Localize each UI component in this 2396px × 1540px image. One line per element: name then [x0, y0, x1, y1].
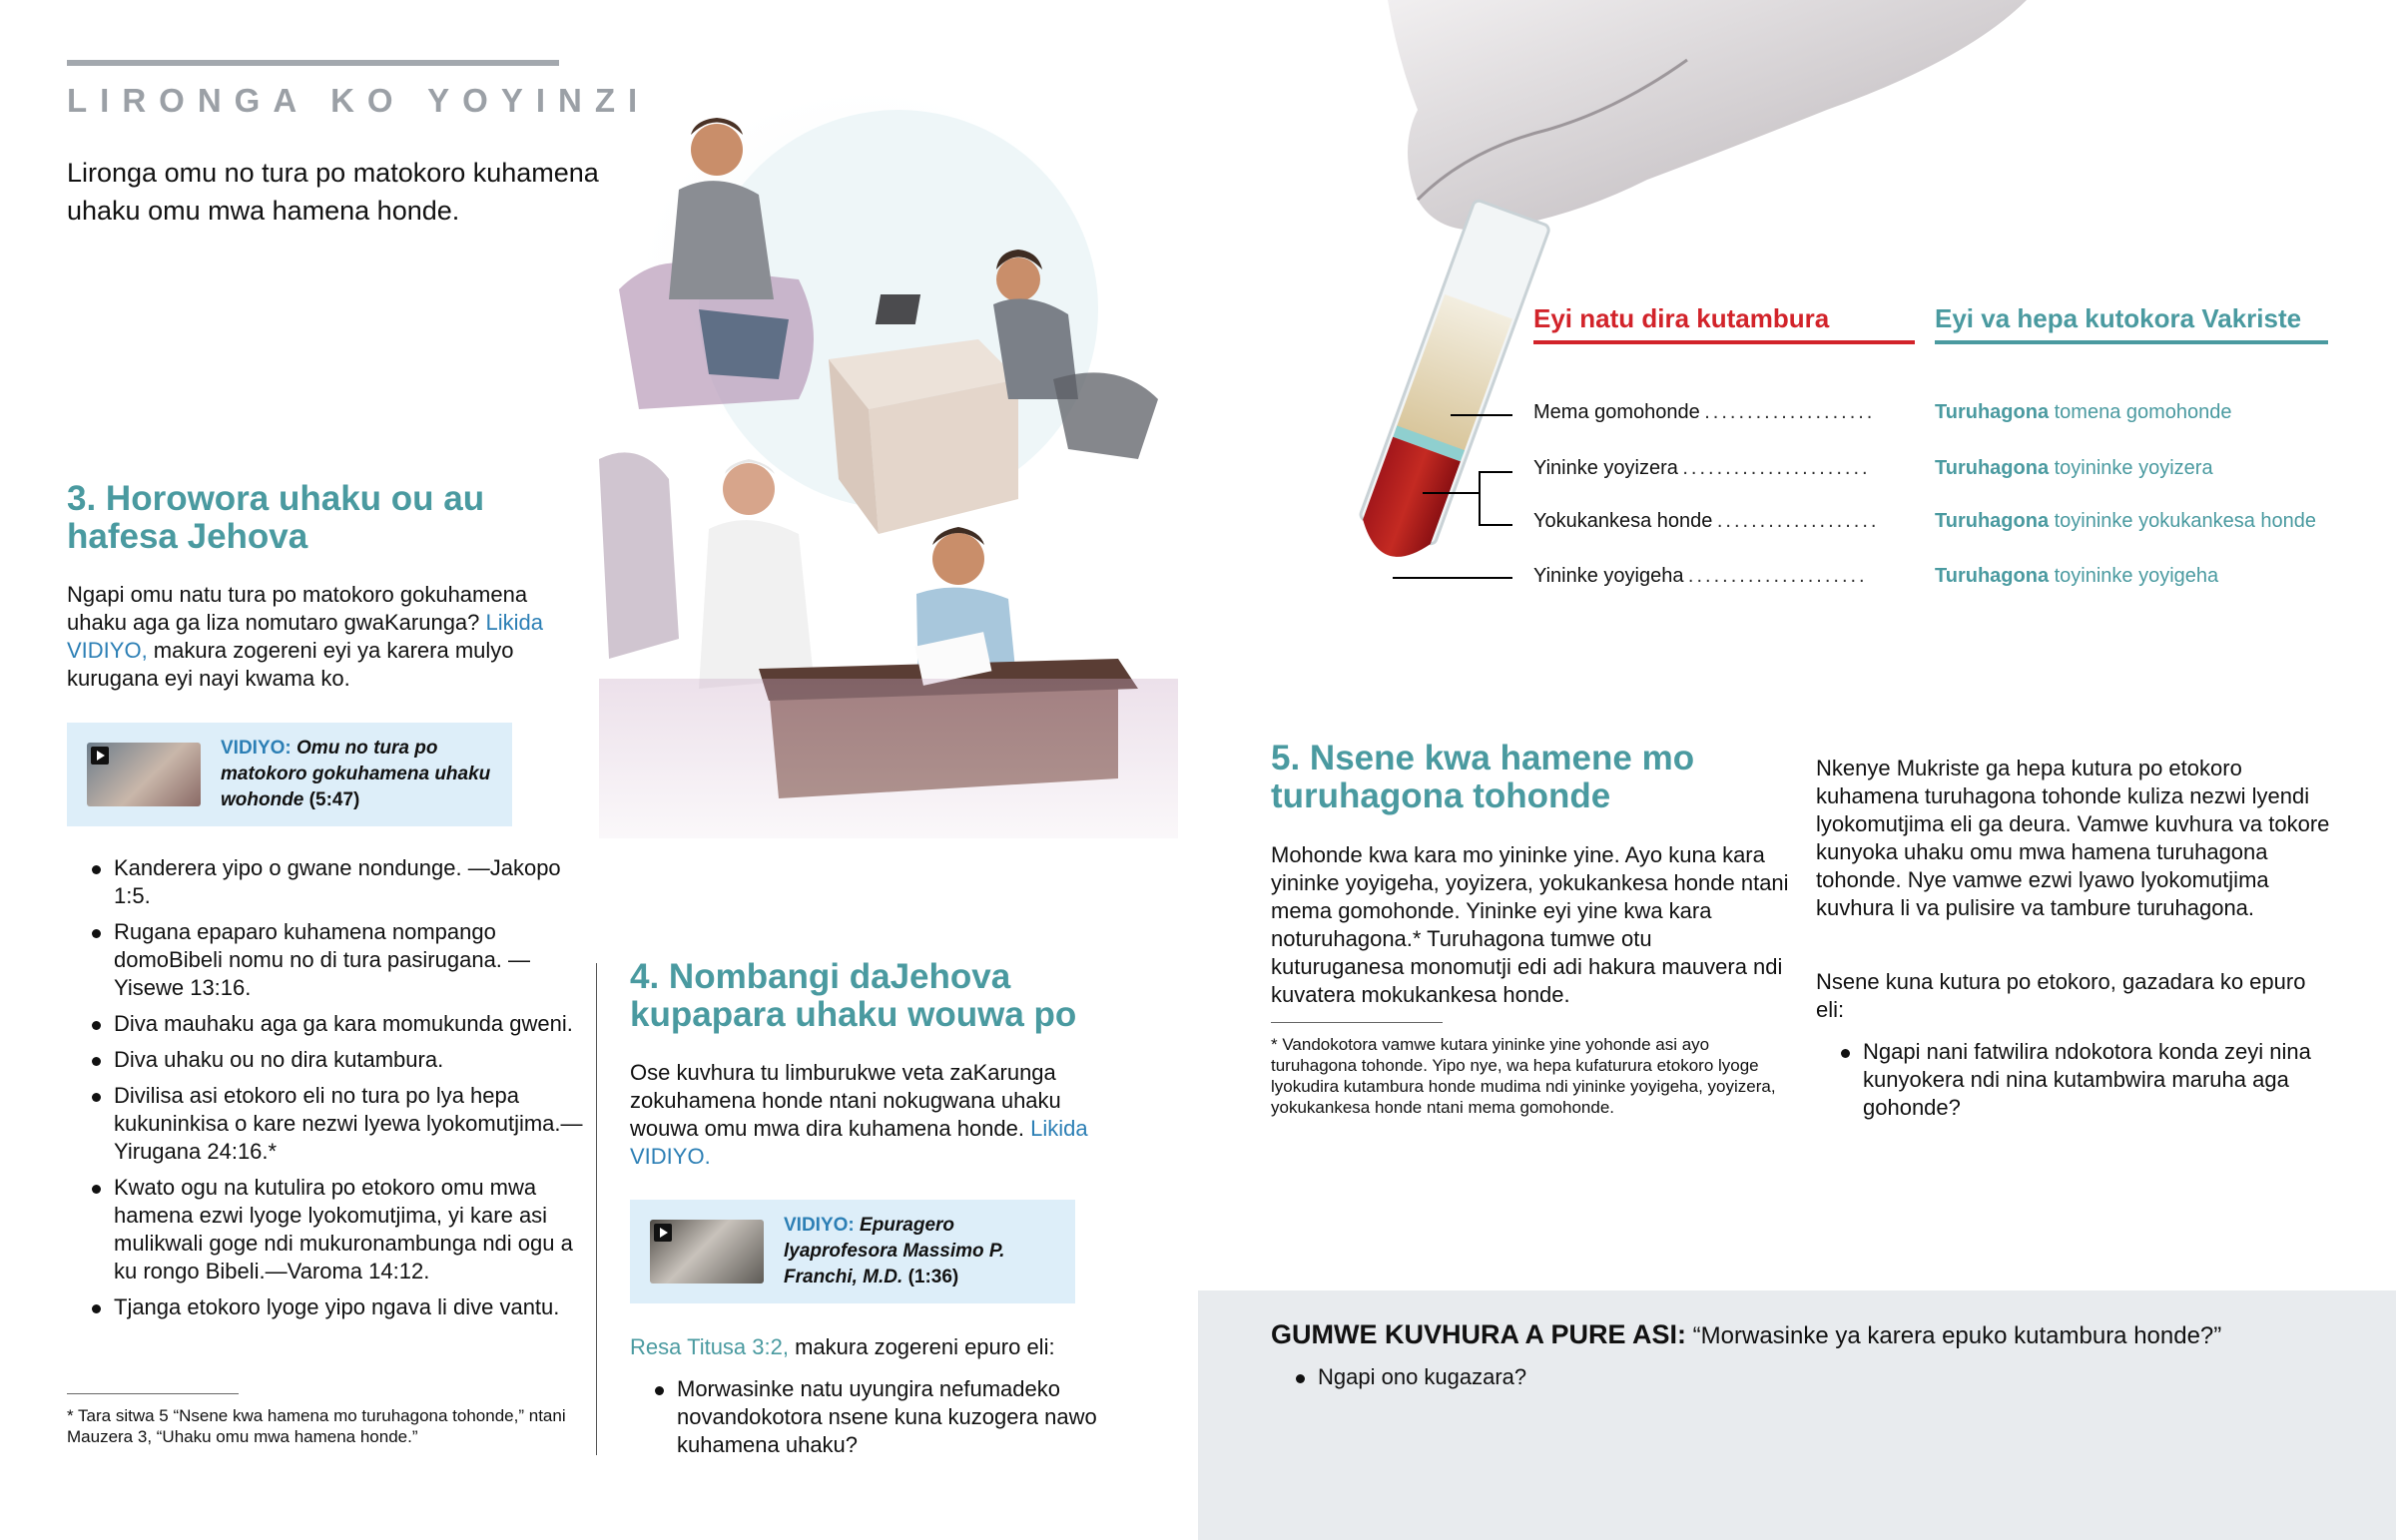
- tube-row: [1533, 565, 2352, 588]
- section-4-body: [630, 1059, 1109, 1171]
- fraction-text: toyininke yoyigeha: [2049, 565, 2219, 587]
- tube-row: [1533, 457, 2352, 480]
- component-label: Mema gomohonde: [1533, 401, 1700, 423]
- video-card-2[interactable]: [630, 1200, 1075, 1303]
- video-thumbnail[interactable]: [87, 743, 201, 806]
- section-4-heading: 4. Nombangi daJehova kupapara uhaku wouwa po: [630, 957, 1077, 1034]
- component-label: Yokukankesa honde: [1533, 510, 1713, 532]
- video-duration: (5:47): [308, 789, 360, 810]
- fraction-bold: Turuhagona: [1935, 565, 2050, 587]
- tube-left-heading: Eyi natu dira kutambura: [1533, 303, 1830, 333]
- closing-list: [1271, 1363, 1970, 1399]
- lesson-label: LIRONGA KO YOYINZI: [67, 82, 651, 119]
- closing-question: [1271, 1319, 2349, 1350]
- leader-dots: ......................: [1682, 457, 1871, 479]
- closing-label: GUMWE KUVHURA A PURE ASI:: [1271, 1319, 1686, 1349]
- section-3-body: [67, 581, 576, 693]
- video-caption: [784, 1213, 1053, 1290]
- footnote-rule: [1271, 1022, 1443, 1023]
- list-item: Kanderera yipo o gwane nondunge. —Jakopo 1:5.: [67, 854, 586, 910]
- component-label: Yininke yoyizera: [1533, 457, 1678, 479]
- fraction-label: [1935, 401, 2232, 424]
- lesson-intro: Lironga omu no tura po matokoro kuhamena uhaku omu mwa hamena honde.: [67, 158, 599, 226]
- video-caption: [221, 736, 500, 813]
- fraction-text: toyininke yokukankesa honde: [2049, 510, 2317, 532]
- list-item: Tjanga etokoro lyoge yipo ngava li dive vantu.: [67, 1293, 586, 1321]
- section-3-text: Ngapi omu natu tura po matokoro gokuhamena uhaku aga ga liza nomutaro gwaKarunga?: [67, 582, 528, 635]
- section-3-heading: 3. Horowora uhaku ou au hafesa Jehova: [67, 479, 485, 556]
- footnote-right: * Vandokotora vamwe kutara yininke yine yohonde asi ayo turuhagona tohonde. Yipo nye, wa hepa kufaturura etokoro lyoge lyokudira kutambura honde mudima ndi yininke yoyigeha, yoyizera, yokukankesa honde ntani mema gomohonde.: [1271, 1035, 1776, 1117]
- tube-right-rule: [1935, 340, 2328, 344]
- tube-right-heading: Eyi va hepa kutokora Vakriste: [1935, 303, 2302, 333]
- video-label: VIDIYO:: [784, 1215, 855, 1236]
- scripture-reference[interactable]: Resa Titusa 3:2,: [630, 1334, 789, 1359]
- people-illustration: [599, 80, 1178, 838]
- section-5-heading: 5. Nsene kwa hamene mo turuhagona tohonde: [1271, 739, 1695, 815]
- play-icon[interactable]: [91, 747, 109, 765]
- column-divider: [596, 963, 597, 1455]
- play-icon[interactable]: [654, 1224, 672, 1242]
- video-thumbnail[interactable]: [650, 1220, 764, 1283]
- footnote-rule: [67, 1393, 239, 1394]
- tube-row: [1533, 401, 2352, 424]
- section-5-col2-p2: Nsene kuna kutura po etokoro, gazadara ko epuro eli:: [1816, 969, 2306, 1022]
- video-duration: (1:36): [907, 1267, 959, 1287]
- leader-dots: .....................: [1687, 565, 1868, 587]
- list-item: Diva mauhaku aga ga kara momukunda gweni.: [67, 1010, 586, 1038]
- video-title: Epuragero lyaprofesora Massimo P. Franchi, M.D.: [784, 1215, 1005, 1287]
- list-item: Divilisa asi etokoro eli no tura po lya hepa kukuninkisa o kare nezwi lyewa lyokomutjima.—Yirugana 24:16.*: [67, 1082, 586, 1166]
- section-4-list: [630, 1375, 1129, 1467]
- section-3-list: [67, 854, 586, 1329]
- list-item: Rugana epaparo kuhamena nompango domoBibeli nomu no di tura pasirugana. —Yisewe 13:16.: [67, 918, 586, 1002]
- closing-quote: “Morwasinke ya karera epuko kutambura honde?”: [1686, 1322, 2222, 1349]
- list-item: Ngapi nani fatwilira ndokotora konda zeyi nina kunyokera ndi nina kutambwira maruha aga gohonde?: [1816, 1038, 2335, 1122]
- scripture-prompt-text: makura zogereni epuro eli:: [788, 1334, 1055, 1359]
- section-5-body: Mohonde kwa kara mo yininke yine. Ayo kuna kara yininke yoyigeha, yoyizera, yokukankesa honde ntani mema gomohonde. Yininke eyi yine kwa kara noturuhagona.* Turuhagona tumwe otu kuturuganesa monomutji edi adi hakura mauvera ndi kuvatera mokukankesa honde.: [1271, 842, 1789, 1007]
- watch-video-link-2[interactable]: Likida VIDIYO.: [630, 1116, 1088, 1169]
- fraction-bold: Turuhagona: [1935, 401, 2050, 423]
- fraction-text: toyininke yoyizera: [2049, 457, 2213, 479]
- section-5-list: [1816, 1038, 2335, 1130]
- watch-video-link[interactable]: Likida VIDIYO,: [67, 610, 544, 663]
- section-3-text-2: makura zogereni eyi ya karera mulyo kurugana eyi nayi kwama ko.: [67, 638, 514, 691]
- fraction-label: [1935, 565, 2218, 588]
- component-label: Yininke yoyigeha: [1533, 565, 1684, 587]
- section-4-text: Ose kuvhura tu limburukwe veta zaKarunga zokuhamena honde ntani nokugwana uhaku wouwa omu mwa dira kuhamena honde.: [630, 1060, 1061, 1141]
- video-card-1[interactable]: [67, 723, 512, 826]
- list-item: Ngapi ono kugazara?: [1271, 1363, 1970, 1391]
- video-label: VIDIYO:: [221, 738, 292, 759]
- fraction-label: [1935, 510, 2316, 533]
- fraction-bold: Turuhagona: [1935, 510, 2050, 532]
- leader-dots: ....................: [1704, 401, 1876, 423]
- fraction-text: tomena gomohonde: [2049, 401, 2232, 423]
- footnote-left: * Tara sitwa 5 “Nsene kwa hamena mo turuhagona tohonde,” ntani Mauzera 3, “Uhaku omu mwa hamena honde.”: [67, 1406, 566, 1446]
- list-item: Kwato ogu na kutulira po etokoro omu mwa hamena ezwi lyoge lyokomutjima, yi kare asi mulikwali goge ndi mukuronambunga ndi ogu a ku rongo Bibeli.—Varoma 14:12.: [67, 1174, 586, 1285]
- list-item: Diva uhaku ou no dira kutambura.: [67, 1046, 586, 1074]
- section-5-col2-p1: Nkenye Mukriste ga hepa kutura po etokoro kuhamena turuhagona tohonde kuliza nezwi lyendi lyokomutjima eli ga deura. Vamwe kuvhura va tokore kunyoka uhaku omu mwa hamena turuhagona tohonde. Nye vamwe ezwi lyawo lyokomutjima kuvhura li va pulisire va tambure turuhagona.: [1816, 756, 2330, 920]
- header-rule: [67, 60, 559, 66]
- video-title: Omu no tura po matokoro gokuhamena uhaku wohonde: [221, 738, 491, 810]
- fraction-bold: Turuhagona: [1935, 457, 2050, 479]
- scripture-prompt: [630, 1333, 1149, 1361]
- list-item: Morwasinke natu uyungira nefumadeko novandokotora nsene kuna kuzogera nawo kuhamena uhaku?: [630, 1375, 1129, 1459]
- tube-row: [1533, 510, 2352, 533]
- leader-dots: ...................: [1716, 510, 1880, 532]
- tube-left-rule: [1533, 340, 1915, 344]
- fraction-label: [1935, 457, 2213, 480]
